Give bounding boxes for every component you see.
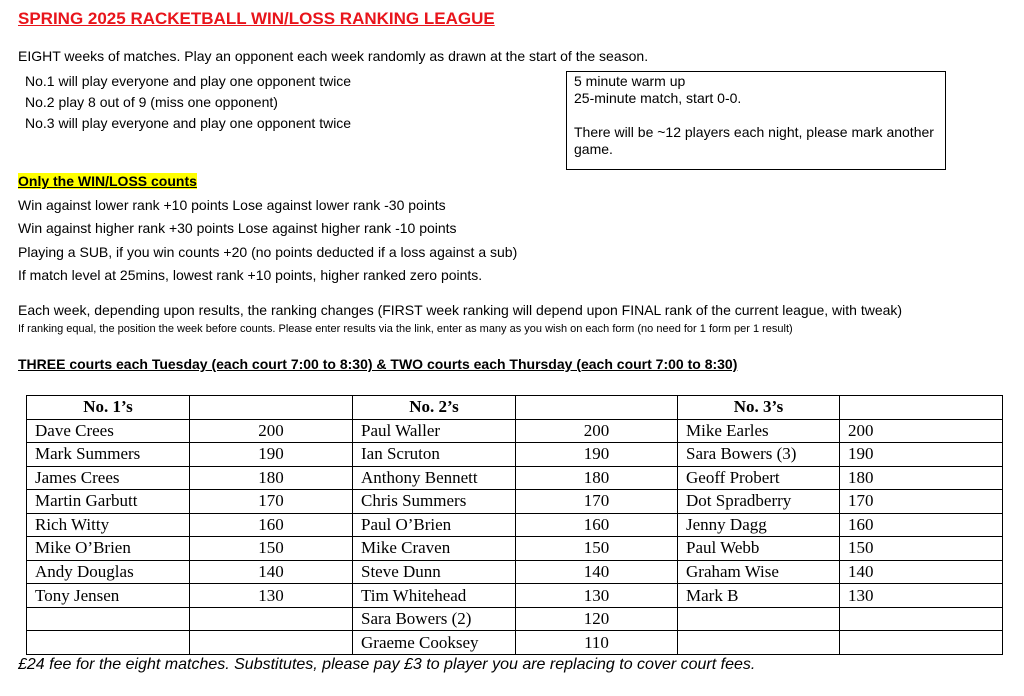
division-3-points-cell	[840, 631, 1003, 655]
division-1-points-cell: 200	[190, 419, 353, 443]
division-2-name-cell: Chris Summers	[353, 490, 516, 514]
table-row	[27, 490, 1003, 514]
header-no2: No. 2’s	[353, 396, 516, 420]
division-1-points-cell: 160	[190, 513, 353, 537]
division-2-points-cell: 140	[516, 560, 678, 584]
division-3-name-cell: Mike Earles	[678, 419, 840, 443]
ranking-table	[26, 395, 1003, 655]
rule-no2: No.2 play 8 out of 9 (miss one opponent)	[25, 94, 278, 110]
division-1-points-cell: 190	[190, 443, 353, 467]
table-row	[27, 560, 1003, 584]
division-1-name-cell: Martin Garbutt	[27, 490, 190, 514]
division-1-points-cell	[190, 607, 353, 631]
division-2-name-cell: Paul Waller	[353, 419, 516, 443]
division-3-name-cell: Jenny Dagg	[678, 513, 840, 537]
division-3-name-cell: Geoff Probert	[678, 466, 840, 490]
table-row	[27, 537, 1003, 561]
division-1-name-cell: James Crees	[27, 466, 190, 490]
division-3-points-cell	[840, 607, 1003, 631]
rule-no1: No.1 will play everyone and play one opponent twice	[25, 73, 352, 89]
division-2-name-cell: Sara Bowers (2)	[353, 607, 516, 631]
header-no3: No. 3’s	[678, 396, 840, 420]
division-1-points-cell: 170	[190, 490, 353, 514]
division-2-name-cell: Mike Craven	[353, 537, 516, 561]
division-1-name-cell: Dave Crees	[27, 419, 190, 443]
division-3-name-cell: Dot Spradberry	[678, 490, 840, 514]
division-3-name-cell	[678, 607, 840, 631]
division-3-points-cell: 160	[840, 513, 1003, 537]
division-2-name-cell: Ian Scruton	[353, 443, 516, 467]
division-1-name-cell: Mike O’Brien	[27, 537, 190, 561]
division-2-name-cell: Paul O’Brien	[353, 513, 516, 537]
info-warmup: 5 minute warm up	[574, 73, 686, 89]
division-3-name-cell: Paul Webb	[678, 537, 840, 561]
division-2-points-cell: 110	[516, 631, 678, 655]
fee-note: £24 fee for the eight matches. Substitutes, please pay £3 to player you are replacing to cover court fees.	[18, 656, 756, 673]
division-3-points-cell: 170	[840, 490, 1003, 514]
division-3-points-cell: 190	[840, 443, 1003, 467]
division-3-points-cell: 150	[840, 537, 1003, 561]
division-3-points-cell: 130	[840, 584, 1003, 608]
division-3-name-cell: Mark B	[678, 584, 840, 608]
division-1-name-cell: Rich Witty	[27, 513, 190, 537]
weekly-ranking-text: Each week, depending upon results, the ranking changes (FIRST week ranking will depend upon FINAL rank of the current league, with tweak)	[18, 302, 903, 318]
info-box	[566, 71, 946, 170]
division-2-points-cell: 200	[516, 419, 678, 443]
table-row	[27, 584, 1003, 608]
table-row	[27, 607, 1003, 631]
scoring-rule-level: If match level at 25mins, lowest rank +10 points, higher ranked zero points.	[18, 267, 483, 283]
division-1-points-cell: 180	[190, 466, 353, 490]
division-2-name-cell: Steve Dunn	[353, 560, 516, 584]
division-1-name-cell: Mark Summers	[27, 443, 190, 467]
division-2-points-cell: 130	[516, 584, 678, 608]
table-header-row	[27, 396, 1003, 420]
division-2-points-cell: 160	[516, 513, 678, 537]
courts-schedule: THREE courts each Tuesday (each court 7:00 to 8:30) & TWO courts each Thursday (each court 7:00 to 8:30)	[18, 356, 738, 372]
division-3-points-cell: 200	[840, 419, 1003, 443]
division-2-name-cell: Graeme Cooksey	[353, 631, 516, 655]
intro-text: EIGHT weeks of matches. Play an opponent each week randomly as drawn at the start of the season.	[18, 48, 649, 64]
division-2-points-cell: 150	[516, 537, 678, 561]
division-1-points-cell	[190, 631, 353, 655]
scoring-rule-sub: Playing a SUB, if you win counts +20 (no points deducted if a loss against a sub)	[18, 244, 518, 260]
info-players: There will be ~12 players each night, please mark another game.	[574, 124, 934, 157]
division-1-name-cell	[27, 631, 190, 655]
table-row	[27, 443, 1003, 467]
division-1-name-cell: Andy Douglas	[27, 560, 190, 584]
division-3-name-cell	[678, 631, 840, 655]
scoring-rule-higher: Win against higher rank +30 points Lose against higher rank -10 points	[18, 220, 457, 236]
info-match: 25-minute match, start 0-0.	[574, 90, 742, 106]
table-row	[27, 466, 1003, 490]
division-1-points-cell: 140	[190, 560, 353, 584]
scoring-rule-lower: Win against lower rank +10 points Lose against lower rank -30 points	[18, 197, 446, 213]
division-2-name-cell: Anthony Bennett	[353, 466, 516, 490]
page-title: SPRING 2025 RACKETBALL WIN/LOSS RANKING LEAGUE	[18, 9, 495, 28]
division-1-name-cell	[27, 607, 190, 631]
weekly-ranking-note: If ranking equal, the position the week before counts. Please enter results via the link, enter as many as you wish on each form (no need for 1 form per 1 result)	[18, 323, 793, 335]
table-row	[27, 513, 1003, 537]
division-2-points-cell: 190	[516, 443, 678, 467]
scoring-heading: Only the WIN/LOSS counts	[18, 173, 197, 189]
division-1-name-cell: Tony Jensen	[27, 584, 190, 608]
table-row	[27, 419, 1003, 443]
division-3-points-cell: 180	[840, 466, 1003, 490]
division-3-name-cell: Graham Wise	[678, 560, 840, 584]
division-2-points-cell: 180	[516, 466, 678, 490]
division-2-points-cell: 170	[516, 490, 678, 514]
division-3-points-cell: 140	[840, 560, 1003, 584]
table-row	[27, 631, 1003, 655]
rule-no3: No.3 will play everyone and play one opponent twice	[25, 115, 352, 131]
division-3-name-cell: Sara Bowers (3)	[678, 443, 840, 467]
division-2-name-cell: Tim Whitehead	[353, 584, 516, 608]
division-2-points-cell: 120	[516, 607, 678, 631]
division-1-points-cell: 150	[190, 537, 353, 561]
header-no1: No. 1’s	[27, 396, 190, 420]
division-1-points-cell: 130	[190, 584, 353, 608]
